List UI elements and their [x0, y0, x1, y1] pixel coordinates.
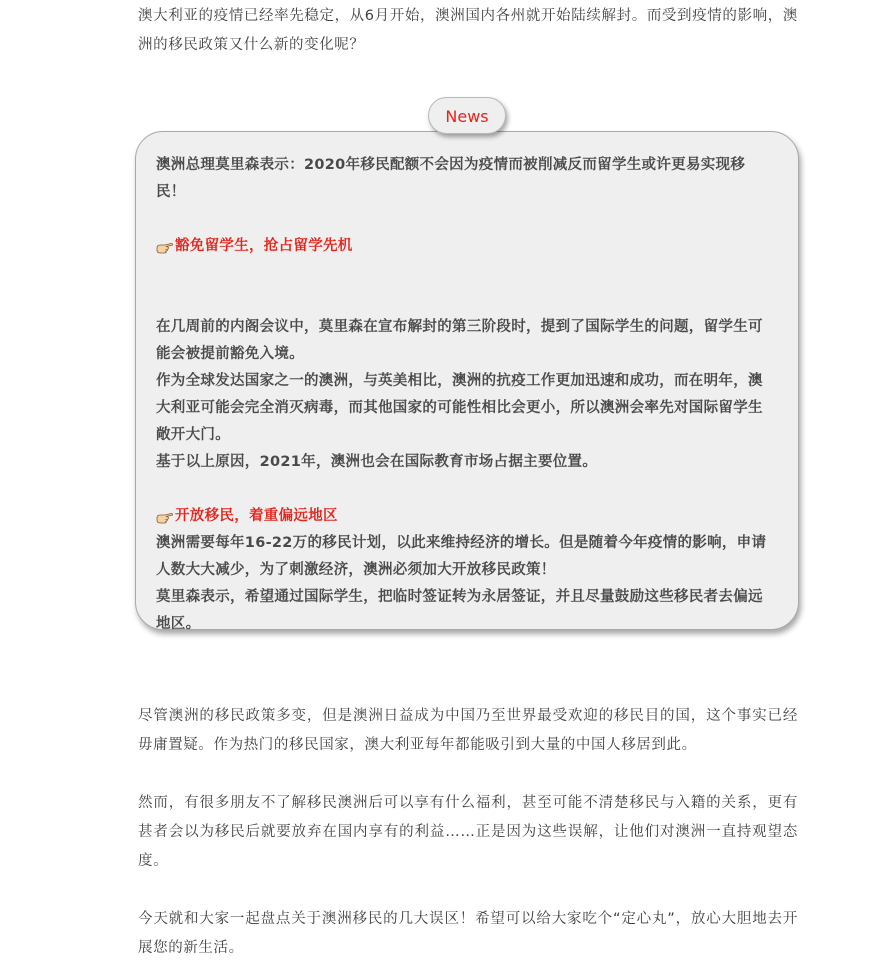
section1-paragraph: 在几周前的内阁会议中，莫里森在宣布解封的第三阶段时，提到了国际学生的问题，留学生可能会被提前豁免入境。	[156, 319, 763, 362]
news-box	[135, 131, 799, 630]
section2-paragraph: 莫里森表示，希望通过国际学生，把临时签证转为永居签证，并且尽量鼓励这些移民者去偏远地区。	[156, 589, 763, 632]
news-tab: News	[428, 97, 506, 134]
section1-title: 豁免留学生，抢占留学先机	[175, 238, 353, 254]
section2-title: 开放移民，着重偏远地区	[175, 508, 338, 524]
section1-paragraph: 作为全球发达国家之一的澳洲，与英美相比，澳洲的抗疫工作更加迅速和成功，而在明年，澳大利亚可能会完全消灭病毒，而其他国家的可能性相比会更小，所以澳洲会率先对国际留学生敞开大门。	[156, 373, 763, 443]
body-paragraph-2: 然而，有很多朋友不了解移民澳洲后可以享有什么福利，甚至可能不清楚移民与入籍的关系，更有甚者会以为移民后就要放弃在国内享有的利益……正是因为这些误解，让他们对澳洲一直持观望态度。	[138, 795, 798, 869]
section2-paragraph: 澳洲需要每年16-22万的移民计划，以此来维持经济的增长。但是随着今年疫情的影响，申请人数大大减少，为了刺激经济，澳洲必须加大开放移民政策！	[156, 535, 767, 578]
section2-heading	[156, 503, 774, 530]
section1-heading	[156, 233, 774, 260]
body-paragraph-3: 今天就和大家一起盘点关于澳洲移民的几大误区！希望可以给大家吃个“定心丸”，放心大胆地去开展您的新生活。	[138, 911, 798, 956]
pointing-hand-icon	[156, 239, 174, 255]
news-headline: 澳洲总理莫里森表示：2020年移民配额不会因为疫情而被削减反而留学生或许更易实现移民！	[156, 157, 746, 200]
section1-paragraph: 基于以上原因，2021年，澳洲也会在国际教育市场占据主要位置。	[156, 454, 598, 470]
body-paragraph-1: 尽管澳洲的移民政策多变，但是澳洲日益成为中国乃至世界最受欢迎的移民目的国，这个事实已经毋庸置疑。作为热门的移民国家，澳大利亚每年都能吸引到大量的中国人移居到此。	[138, 708, 798, 753]
pointing-hand-icon	[156, 509, 174, 525]
intro-paragraph: 澳大利亚的疫情已经率先稳定，从6月开始，澳洲国内各州就开始陆续解封。而受到疫情的影响，澳洲的移民政策又什么新的变化呢？	[138, 8, 798, 53]
